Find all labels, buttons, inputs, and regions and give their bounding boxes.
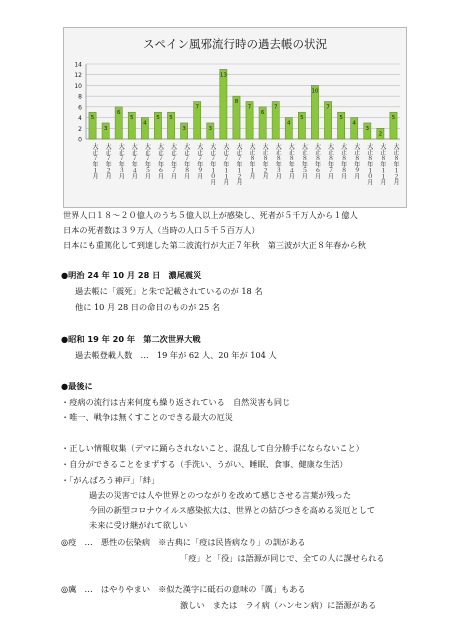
y-tick-label: 14: [74, 61, 82, 69]
chart-title: スペイン風邪流行時の過去帳の状況: [143, 37, 327, 51]
data-label: 4: [287, 120, 291, 127]
tip-line-3a: 過去の災害では人や世界とのつながりを改めて感じさせる言葉が残った: [89, 490, 352, 500]
data-label: 5: [391, 115, 396, 122]
tip-line-3b: 今回の新型コロナウイルス感染拡大は、世界との結びつきを高める災厄として: [89, 505, 376, 515]
x-tick-label: 大正８年１２月: [391, 143, 399, 185]
chart-container: [63, 27, 407, 208]
x-tick-label: 大正８年７月: [326, 143, 334, 179]
meiji-heading: ●明治 24 年 10 月 28 日 濃尾震災: [61, 270, 202, 280]
x-tick-label: 大正７年１１月: [221, 143, 229, 185]
eki-line-2: 「疫」と「役」は語源が同じで、全ての人に課せられる: [180, 553, 385, 563]
data-label: 3: [103, 125, 108, 132]
data-label: 7: [195, 104, 199, 111]
data-label: 7: [247, 104, 252, 111]
data-label: 4: [143, 120, 147, 127]
x-tick-label: 大正７年３月: [117, 143, 125, 179]
showa-line-1: 過去帳登載人数 … 19 年が 62 人、20 年が 104 人: [75, 350, 277, 360]
x-tick-label: 大正７年１０月: [208, 143, 216, 185]
x-tick-label: 大正７年７月: [169, 143, 177, 179]
y-tick-label: 0: [78, 136, 82, 144]
tip-line-3c: 未来に受け継がれて欲しい: [89, 520, 188, 530]
rei-line-2: 激しい または ライ病（ハンセン病）に語源がある: [180, 600, 377, 610]
data-label: 2: [378, 131, 383, 138]
y-tick-label: 2: [78, 125, 82, 133]
x-tick-label: 大正８年６月: [313, 143, 321, 179]
x-tick-label: 大正７年４月: [130, 143, 138, 179]
data-label: 5: [339, 115, 343, 122]
bar: [220, 69, 227, 139]
x-tick-label: 大正８年５月: [300, 143, 308, 179]
data-label: 6: [260, 109, 265, 116]
data-label: 3: [182, 125, 186, 132]
x-tick-label: 大正８年１１月: [378, 143, 386, 185]
data-label: 3: [208, 125, 213, 132]
tip-line-2: ・自分ができることをまずする（手洗い、うがい、睡眠、食事、健康な生活）: [61, 459, 348, 469]
data-label: 5: [130, 115, 134, 122]
data-label: 5: [90, 115, 95, 122]
closing-heading: ●最後に: [61, 381, 93, 391]
y-tick-label: 10: [74, 82, 82, 90]
y-tick-label: 6: [78, 104, 82, 112]
meiji-line-1: 過去帳に「震死」と朱で記載されているのが 18 名: [75, 286, 263, 296]
tip-line-1: ・正しい情報収集（デマに踊らされないこと、混乱して自分勝手にならないこと）: [61, 443, 364, 453]
closing-line-1: ・疫病の流行は古来何度も繰り返されている 自然災害も同じ: [61, 397, 291, 407]
x-tick-label: 大正７年８月: [182, 143, 190, 179]
data-label: 7: [273, 104, 278, 111]
stats-line-3: 日本にも重篤化して到達した第二波流行が大正７年秋 第三波が大正８年春から秋: [63, 240, 366, 250]
stats-line-2: 日本の死者数は３９万人（当時の人口５千５百万人）: [63, 225, 260, 235]
x-tick-label: 大正７年６月: [156, 143, 164, 179]
data-label: 4: [352, 120, 356, 127]
x-tick-label: 大正８年８月: [339, 143, 347, 179]
data-label: 8: [234, 99, 239, 106]
x-tick-label: 大正８年１０月: [365, 143, 373, 185]
x-tick-label: 大正７年９月: [195, 143, 203, 179]
eki-line-1: ◎疫 … 悪性の伝染病 ※古典に「疫は民皆病なり」の訓がある: [61, 537, 306, 547]
data-label: 5: [300, 115, 304, 122]
y-tick-label: 8: [78, 93, 82, 101]
x-tick-label: 大正７年１２月: [234, 143, 242, 185]
x-tick-label: 大正７年２月: [104, 143, 112, 179]
rei-line-1: ◎癘 … はやりやまい ※似た漢字に砥石の意味の「厲」もある: [61, 584, 306, 594]
x-tick-label: 大正８年４月: [287, 143, 295, 179]
data-label: 5: [169, 115, 173, 122]
tip-line-3: ・｢がんばろう神戸｣「絆」: [61, 475, 160, 485]
data-label: 7: [326, 104, 330, 111]
x-tick-label: 大正８年２月: [261, 143, 269, 179]
x-tick-label: 大正８年９月: [352, 143, 360, 179]
data-label: 5: [156, 115, 160, 122]
stats-line-1: 世界人口１８～２０億人のうち５億人以上が感染し、死者が５千万人から１億人: [63, 210, 358, 220]
showa-heading: ●昭和 19 年 20 年 第二次世界大戦: [61, 334, 201, 344]
x-tick-label: 大正７年１月: [91, 143, 99, 179]
data-label: 3: [365, 125, 370, 132]
closing-line-2: ・唯一、戦争は無くすことのできる最大の厄災: [61, 412, 233, 422]
bar-chart: [64, 28, 406, 207]
x-tick-label: 大正８年３月: [274, 143, 282, 179]
meiji-line-2: 他に 10 月 28 日の命日のものが 25 名: [75, 302, 221, 312]
data-label: 13: [219, 72, 227, 79]
data-label: 10: [311, 88, 319, 95]
data-label: 6: [116, 109, 121, 116]
x-tick-label: 大正８年１月: [248, 143, 256, 179]
y-tick-label: 4: [78, 115, 82, 123]
x-tick-label: 大正７年５月: [143, 143, 151, 179]
y-tick-label: 12: [74, 72, 82, 80]
